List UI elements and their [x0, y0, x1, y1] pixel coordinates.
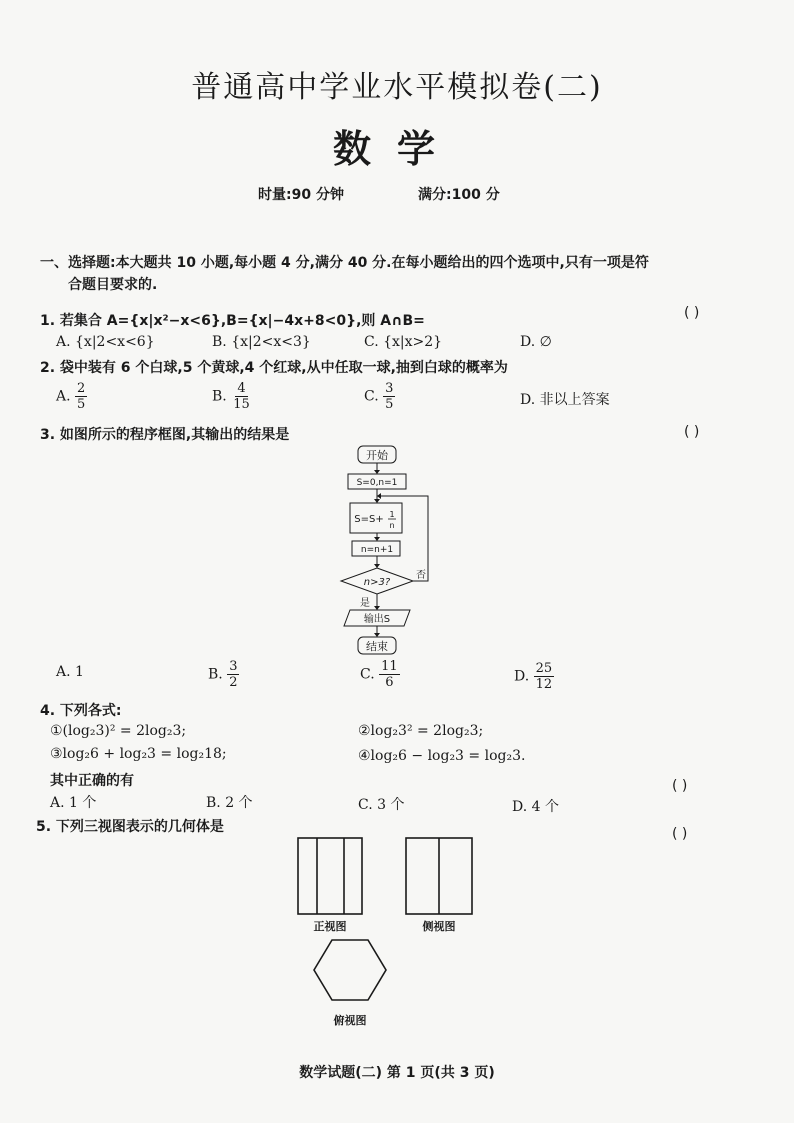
top-view-label: 俯视图 — [333, 1014, 367, 1027]
section-heading-line1: 一、选择题:本大题共 10 小题,每小题 4 分,满分 40 分.在每小题给出的四个选项中,只有一项是符 — [40, 255, 649, 271]
page-footer: 数学试题(二) 第 1 页(共 3 页) — [299, 1065, 495, 1081]
q3-option-b: B. $\frac{3}{2}$ — [208, 659, 238, 690]
q2-option-b: B. $\frac{4}{15}$ — [212, 381, 250, 412]
q3-answer-paren: ( ) — [684, 424, 700, 440]
top-view-hexagon — [314, 940, 386, 1000]
exam-score: 满分:100 分 — [418, 187, 500, 203]
q1-option-a: A. {x|2<x<6} — [56, 334, 155, 350]
q4-option-c: C. 3 个 — [358, 797, 405, 813]
svg-text:1: 1 — [389, 510, 395, 519]
q3-stem: 3. 如图所示的程序框图,其输出的结果是 — [40, 427, 290, 443]
q4-answer-paren: ( ) — [672, 778, 688, 794]
q1-option-b: B. {x|2<x<3} — [212, 334, 311, 350]
q4-option-b: B. 2 个 — [206, 795, 253, 811]
q4-expression-4: ④log₂6 − log₂3 = log₂3. — [358, 748, 526, 764]
flow-init-label: S=0,n=1 — [356, 478, 398, 488]
side-view-label: 侧视图 — [422, 920, 456, 933]
exam-title: 普通高中学业水平模拟卷(二) — [191, 70, 603, 105]
q2-option-d: D. 非以上答案 — [520, 392, 610, 408]
q4-expression-1: ①(log₂3)² = 2log₂3; — [50, 723, 187, 739]
program-flowchart — [330, 440, 450, 660]
fraction: $\frac{4}{15}$ — [233, 381, 250, 412]
q3-option-d: D. $\frac{25}{12}$ — [514, 661, 553, 692]
q4-option-a: A. 1 个 — [50, 795, 97, 811]
exam-time: 时量:90 分钟 — [258, 187, 344, 203]
q3-option-a: A. 1 — [56, 664, 84, 680]
section-heading — [40, 252, 649, 296]
q3-option-c: C. $\frac{11}{6}$ — [360, 659, 398, 690]
q4-stem: 4. 下列各式: — [40, 703, 122, 719]
flow-end-label: 结束 — [366, 640, 388, 653]
fraction: $\frac{3}{5}$ — [385, 381, 394, 412]
flow-no-label: 否 — [416, 570, 426, 581]
fraction: $\frac{11}{6}$ — [381, 659, 398, 690]
q2-option-c: C. $\frac{3}{5}$ — [364, 381, 394, 412]
flow-output-label: 输出S — [363, 614, 391, 625]
q4-expression-3: ③log₂6 + log₂3 = log₂18; — [50, 746, 227, 762]
front-view-label: 正视图 — [313, 920, 347, 933]
flow-yes-label: 是 — [360, 598, 370, 609]
q1-answer-paren: ( ) — [684, 305, 700, 321]
fraction: $\frac{25}{12}$ — [535, 661, 553, 692]
q1-option-c: C. {x|x>2} — [364, 334, 443, 350]
three-view-drawing — [280, 830, 500, 1040]
q4-expression-2: ②log₂3² = 2log₂3; — [358, 723, 484, 739]
q2-stem: 2. 袋中装有 6 个白球,5 个黄球,4 个红球,从中任取一球,抽到白球的概率为 — [40, 360, 508, 376]
fraction: $\frac{2}{5}$ — [77, 381, 86, 412]
section-heading-line2: 合题目要求的. — [68, 277, 158, 293]
svg-text:n: n — [389, 521, 395, 530]
front-view-rect — [298, 838, 362, 914]
fraction: $\frac{3}{2}$ — [229, 659, 238, 690]
flow-start-label: 开始 — [366, 449, 388, 462]
q4-question: 其中正确的有 — [50, 773, 134, 789]
q1-option-d: D. ∅ — [520, 334, 552, 350]
q1-stem: 1. 若集合 A={x|x²−x<6},B={x|−4x+8<0},则 A∩B= — [40, 313, 425, 329]
subject-title: 数学 — [332, 127, 461, 171]
q5-stem: 5. 下列三视图表示的几何体是 — [36, 819, 224, 835]
q2-option-a: A. $\frac{2}{5}$ — [56, 381, 86, 412]
q4-option-d: D. 4 个 — [512, 799, 559, 815]
flow-condition-label: n>3? — [363, 577, 391, 588]
flow-increment-label: n=n+1 — [360, 545, 394, 555]
q5-answer-paren: ( ) — [672, 826, 688, 842]
flow-update-label: S=S+ — [354, 514, 384, 525]
